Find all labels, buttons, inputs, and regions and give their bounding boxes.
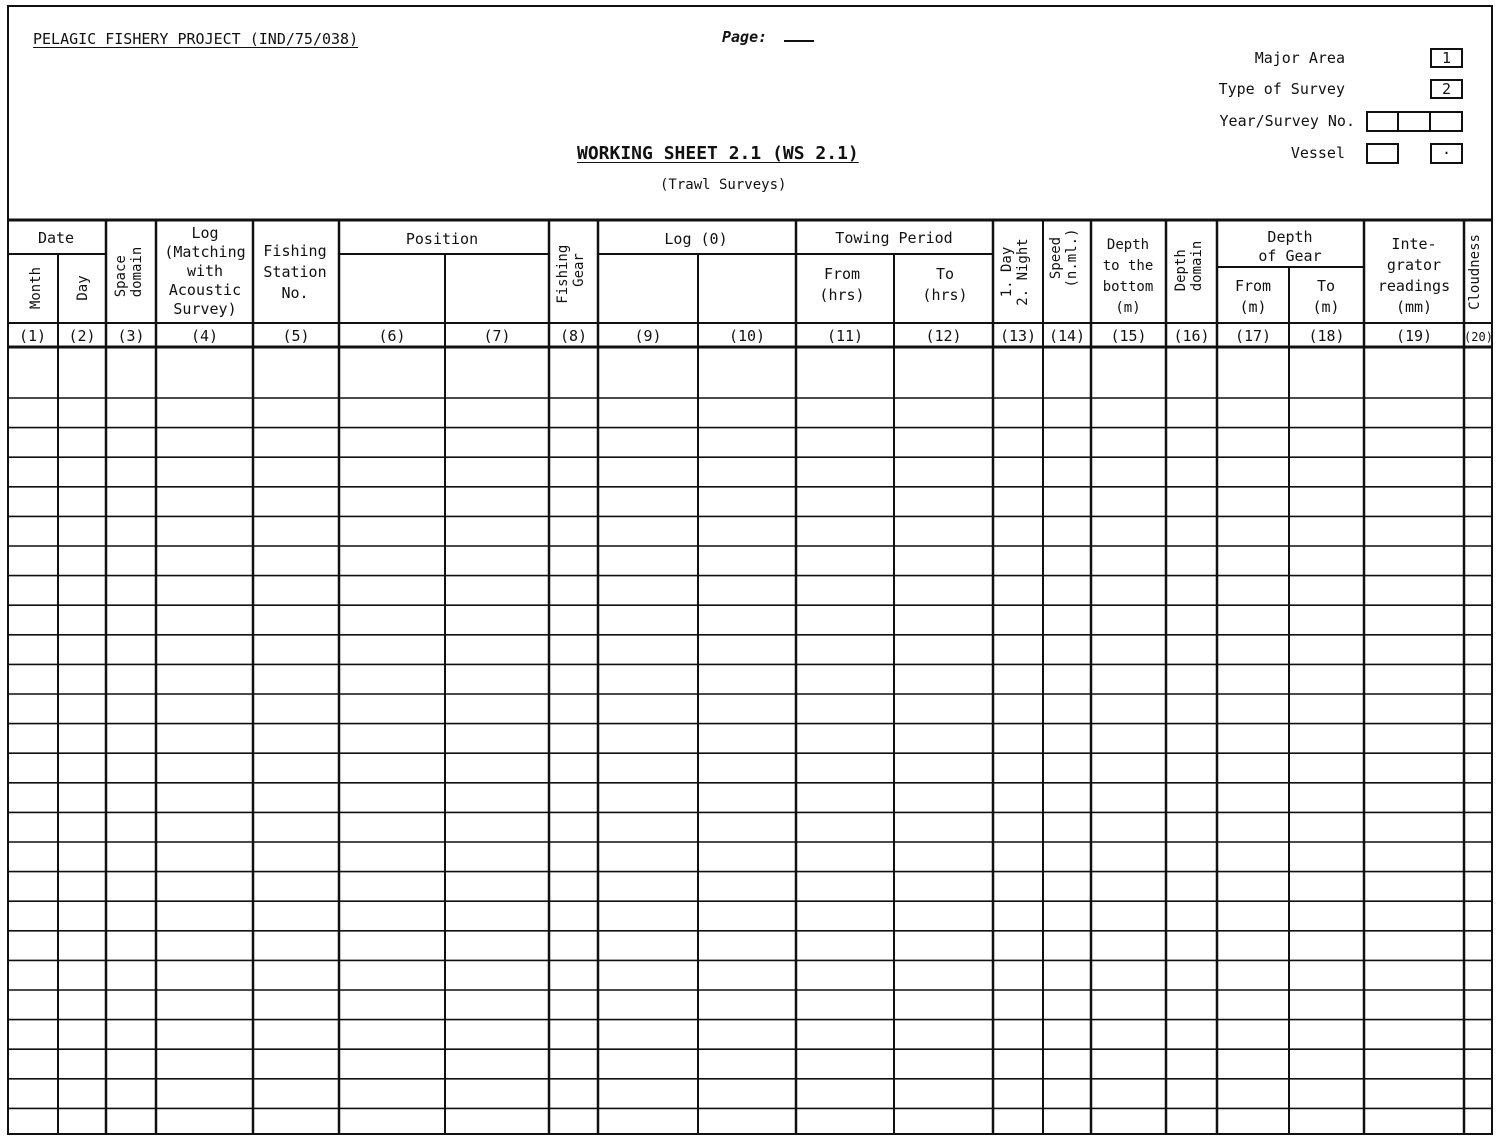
column-number: (5) [282,327,310,345]
type-of-survey-label: Type of Survey [1218,80,1345,98]
header-line: To [935,265,955,283]
header-log-matching [164,224,245,318]
group-date: Date [37,229,75,247]
column-number: (1) [18,327,47,345]
header-day: Day [75,275,91,301]
column-number: (7) [483,327,511,345]
group-towing-period: Towing Period [835,229,953,247]
page-title: WORKING SHEET 2.1 (WS 2.1) [577,143,859,164]
header-depth-domain [1173,241,1205,292]
header-space-domain-l1: Space [113,255,129,298]
header-tow-to [922,265,967,304]
header-gear-from [1235,277,1271,316]
table-columns [58,220,1464,1133]
group-depth-of-gear [1258,228,1321,265]
header-line: (n.ml.) [1064,228,1080,288]
column-number: (14) [1048,327,1086,345]
year-survey-label: Year/Survey No. [1219,112,1355,130]
header-line: readings [1377,277,1451,295]
header-fishing-gear-l2: Gear [571,253,587,287]
header-line: (m) [1312,298,1340,316]
header-line: From [1234,277,1272,295]
column-number: (9) [634,327,662,345]
group-depth-of-gear-l2: of Gear [1258,247,1322,265]
header-line: Log [191,224,219,242]
project-name: PELAGIC FISHERY PROJECT (IND/75/038) [33,30,359,48]
page-label-text: Page: [722,28,768,46]
header-line: 1. Day [999,246,1015,298]
column-number: (11) [826,327,864,345]
column-number: (8) [559,327,588,345]
header-tow-from [819,265,864,304]
header-fishing-station [263,242,326,302]
header-line: To [1316,277,1336,295]
header-line: Acoustic [168,281,242,299]
type-of-survey-field[interactable]: 2 [1430,79,1463,99]
header-line: (Matching [164,243,246,261]
column-number: (2) [68,327,96,345]
header-depth-domain-l2: domain [1189,240,1205,292]
header-space-domain [113,247,145,298]
header-line: Speed [1048,236,1064,280]
header-cloudness: Cloudness [1467,234,1483,310]
column-number: (6) [378,327,406,345]
column-number: (17) [1234,327,1272,345]
header-line: Inte- [1391,235,1437,253]
header-line: with [186,262,224,280]
header-line: 2. Night [1015,238,1031,306]
header-depth-domain-l1: Depth [1173,249,1189,292]
column-number: (15) [1110,327,1147,345]
column-number: (12) [925,327,962,345]
column-number: (10) [728,327,766,345]
header-fishing-gear [555,236,587,303]
page-subtitle: (Trawl Surveys) [660,177,787,193]
vessel-box-2[interactable]: · [1430,143,1463,164]
header-line: Fishing [263,242,327,260]
column-number: (13) [999,327,1037,345]
vessel-label: Vessel [1290,144,1345,162]
major-area-field[interactable]: 1 [1430,48,1463,68]
header-line: Station [263,263,327,281]
header-line: Survey) [173,300,237,318]
column-number: (18) [1308,327,1345,345]
major-area-label: Major Area [1254,49,1345,67]
header-line: Depth [1106,237,1150,253]
header-line: bottom [1102,279,1154,295]
group-depth-of-gear-l1: Depth [1267,228,1313,246]
header-line: (m) [1239,298,1267,316]
header-line: From [823,265,861,283]
column-number: (16) [1173,327,1210,345]
multiline-headers [164,224,1450,318]
header-space-domain-l2: domain [129,246,145,298]
table-rows [7,398,1493,1108]
column-number: (4) [190,327,219,345]
header-line: (hrs) [922,286,968,304]
header-integrator [1378,235,1450,316]
header-line: grator [1386,256,1442,274]
header-month: Month [28,266,44,310]
header-line: (mm) [1395,298,1433,316]
group-position: Position [405,230,479,248]
column-number: (3) [117,327,145,345]
header-gear-to [1312,277,1339,316]
header-line: No. [281,284,309,302]
column-number: (20) [1464,330,1493,344]
column-number: (19) [1395,327,1433,345]
header-day-night [999,238,1031,305]
header-speed [1048,228,1080,287]
header-depth-bottom [1103,237,1154,316]
header-fishing-gear-l1: Fishing [555,244,571,304]
group-log0: Log (0) [664,230,728,248]
column-numbers [19,327,1493,345]
header-line: (hrs) [819,286,865,304]
header-line: (m) [1115,300,1141,316]
header-line: to the [1102,258,1154,274]
